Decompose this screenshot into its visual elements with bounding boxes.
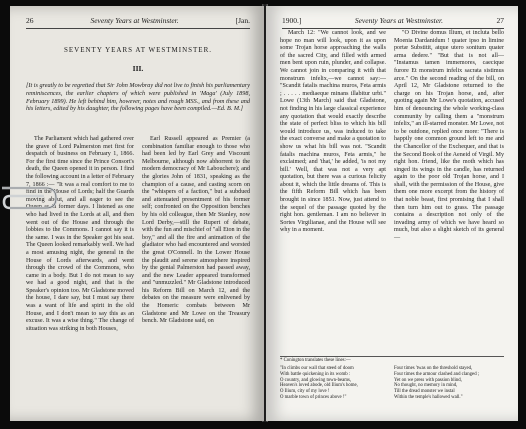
footnote-line: O Ilium, city of my love ! <box>280 389 330 395</box>
chapter-number: III. <box>132 64 144 73</box>
left-column-2-text: Earl Russell appeared as Premier (a combination familiar enough to those who had been led by Earl Grey and Viscount Melbourne, although now abhorrent to the modern democracy of Mr Labouchere); and the glories John of 1831, speaking as the champion of a cause, and casting scorn on the "whispers of a faction," but a subdued and attenuated presentment of his former self; confronted on the Opposition benches by his old colleague, then Mr Stanley, now Lord Derby,—still the Rupert of debate, with the fun and mischief of "all Eton in the boy," and all the fire and animation of the gladiator who had encountered and worsted the great O'Connell. In the Lower House the plaudit and serene atmosphere inspired by the genial Palmerston had passed away, and the new Leader appeared transformed and "unmuzzled." Mr Gladstone introduced his Reform Bill on March 12, and the debates on the measure were enlivened by the Homeric combats between Mr Gladstone and Mr Lowe on the Treasury bench. Mr Gladstone said, on <box>142 136 250 325</box>
footnote-line: Four times the armour clashed and clanged ; <box>394 371 480 377</box>
right-page <box>266 6 518 421</box>
left-page-number: 26 <box>26 16 34 25</box>
binder-clip-icon <box>0 174 60 234</box>
right-column-1-text: March 12: "We cannot look, and we hope no man will look, upon it as upon some Trojan horse approaching the walls of the sacred City, and filled with armed men bent upon ruin, plunder, and collapse. We cannot join in comparing it with that monstrum infelix,—we cannot say:— "Scandit fatalis machina muros, Feta armis ; . . . . . mediaeque minans illabitur urbi." Lowe (13th March) said that Gladstone, not finding in his large classical experience any quotation that would exactly describe the state of perfect bliss to which his bill would introduce us, was induced to take the exact converse and make a quotation to show us what his bill was not. "Scandit fatalis machina muros, Feta armis," he exclaimed; and 'that,' he added, 'is not my bill.' Well, that was not a very apt quotation, but there was a curious felicity about it, which the little dreams of. This is the fifth Reform Bill which has been brought in since 1851. Now, just attend to the sequel of the passage quoted by the right hon. gentleman. I am no believer in Sortes Virgilianae, and the House will see why in a moment. <box>280 30 386 234</box>
footnote-right-verse <box>394 366 504 401</box>
right-running-date: 1900.] <box>282 16 302 25</box>
left-running-head <box>26 16 250 29</box>
footnote-line: Four times 'twas on the threshold stayed, <box>394 366 473 371</box>
editor-note: [It is greatly to be regretted that Sir John Mowbray did not live to finish his parliamentary reminiscences, the earlier chapters of which were published in 'Maga' (July 1898, February 1899). He left behind him, however, notes and rough MSS., and from these and his letters, edited by his daughter, the following pages have been compiled.—Ed. B. M.] <box>26 82 250 113</box>
footnote-line: Till the dread monster we instal <box>394 389 455 395</box>
footnote-line: Heaven's loved abode, old Ilium's home, <box>280 383 358 389</box>
footnote-left-verse <box>280 366 388 401</box>
footnote-line: With battle quickening in its womb : <box>280 371 351 377</box>
footnote-line: "In climbs our wall that steed of doom <box>280 366 354 371</box>
left-running-date: [Jan. <box>235 16 250 25</box>
right-running-head <box>282 16 504 29</box>
right-column-2-text: "O Divine domus Ilium, et incluta bello Moenia Dardanidum ! quater ipso in limine portæ Substitit, atque utero sonitum quater arma dedere." "But that is not all— "Instamus tamen immemores, caecique furore Et monstrum infelix sacrata sistimus arce." On the second reading of the bill, on April 12, Mr Gladstone returned to the charge on his Trojan horse, and, after quoting again Mr Lowe's quotation, accused him of denouncing the whole working-class community by calling them a "monstrum infelix," an ill-starred monster. Mr Lowe, not to be outdone, replied once more: "There is happily one common ground left to me and the Chancellor of the Exchequer, and that is the Second Book of the Aeneid of Virgil. My right hon. friend, like the moth which has singed its wings in the candle, has returned again to the poor old Trojan horse, and I shall, with the permission of the House, give them one more excerpt from the history of that noble beast, first promising that I shall then turn him out to grass. The passage contains a description not only of the invading army of which we have heard so much, but also a slight sketch of its general— <box>394 30 504 242</box>
footnote-line: No thought, no memory in mind, <box>394 383 458 389</box>
footnote-line: O country, and glowing town-beams, <box>280 377 352 383</box>
right-running-title: Seventy Years at Westminster. <box>354 16 444 25</box>
right-column-1 <box>280 30 386 360</box>
chapter-title: SEVENTY YEARS AT WESTMINSTER. <box>63 46 212 54</box>
left-column-2 <box>142 136 250 416</box>
footnote-line: Within the temple's hallowed wall." <box>394 394 463 400</box>
footnote-line: Yet on we press with passion blind, <box>394 377 462 383</box>
footnote-line: O marble town of princes above !" <box>280 394 347 400</box>
right-column-2 <box>394 30 504 360</box>
right-page-number: 27 <box>496 16 504 25</box>
left-running-title: Seventy Years at Westminster. <box>90 16 179 25</box>
footnote-rule <box>280 356 504 357</box>
footnote-label: * Conington translates these lines:— <box>280 358 351 363</box>
left-column-1-text: The Parliament which had gathered over the grave of Lord Palmerston met first for despatch of business on February 1, 1866. For the first time since the Prince Consort's death, the Queen opened it in person. I find the following account in a letter of February 7, 1866 :— "It was a real comfort to me to find in the House of Lords; half the Guards moving about, and all eager to see the Queen as in former days. I listened as one who had lived in the Lords at all, and then went out of the House and through the lobbies to the Commons. I cannot say it is the same. I was in the Speaker got his seat. The Queen looked remarkably well. We had a most amusing night, the general in the House of Lords afterwards, and went through the crowd of the Commons, who came in a body. But I do not mean to say we had a good night, and that is the Speaker's opinion too. Mr Gladstone moved the house, I dare say, but I must say there was a want of life and spirit in the old House, and I don't mean to say this as an excuse. It was a wise thing." The change of situation was striking in both Houses, <box>26 136 134 332</box>
